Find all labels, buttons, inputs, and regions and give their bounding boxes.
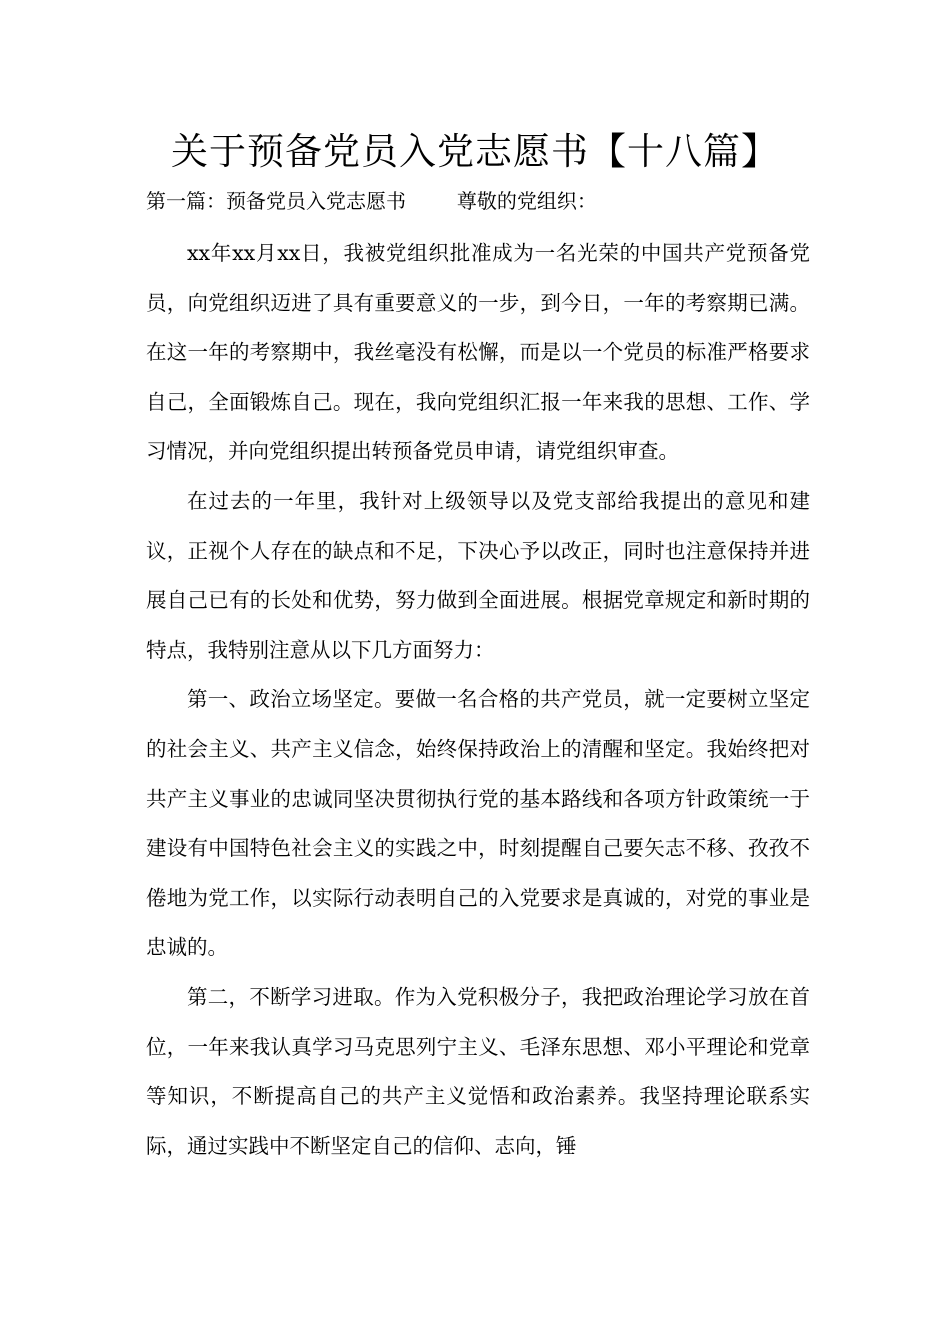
paragraph-3: 第一、政治立场坚定。要做一名合格的共产党员，就一定要树立坚定的社会主义、共产主义信念，始终保持政治上的清醒和坚定。我始终把对共产主义事业的忠诚同坚决贯彻执行党的基本路线和各项方针政策统一于建设有中国特色社会主义的实践之中，时刻提醒自己要矢志不移、孜孜不倦地为党工作，以实际行动表明自己的入党要求是真诚的，对党的事业是忠诚的。 xyxy=(146,687,810,960)
document-subhead: 第一篇：预备党员入党志愿书 尊敬的党组织： xyxy=(146,189,597,213)
paragraph-1: xx年xx月xx日，我被党组织批准成为一名光荣的中国共产党预备党员，向党组织迈进了具有重要意义的一步，到今日，一年的考察期已满。在这一年的考察期中，我丝毫没有松懈，而是以一个党员的标准严格要求自己，全面锻炼自己。现在，我向党组织汇报一年来我的思想、工作、学习情况，并向党组织提出转预备党员申请，请党组织审查。 xyxy=(146,241,810,464)
paragraph-4: 第二，不断学习进取。作为入党积极分子，我把政治理论学习放在首位，一年来我认真学习马克思列宁主义、毛泽东思想、邓小平理论和党章等知识，不断提高自己的共产主义觉悟和政治素养。我坚持理论联系实际，通过实践中不断坚定自己的信仰、志向，锤 xyxy=(146,984,810,1158)
document-title: 关于预备党员入党志愿书【十八篇】 xyxy=(171,130,779,173)
paragraph-2: 在过去的一年里，我针对上级领导以及党支部给我提出的意见和建议，正视个人存在的缺点和不足，下决心予以改正，同时也注意保持并进展自己已有的长处和优势，努力做到全面进展。根据党章规定和新时期的特点，我特别注意从以下几方面努力： xyxy=(146,488,810,662)
document-body xyxy=(146,229,810,1171)
